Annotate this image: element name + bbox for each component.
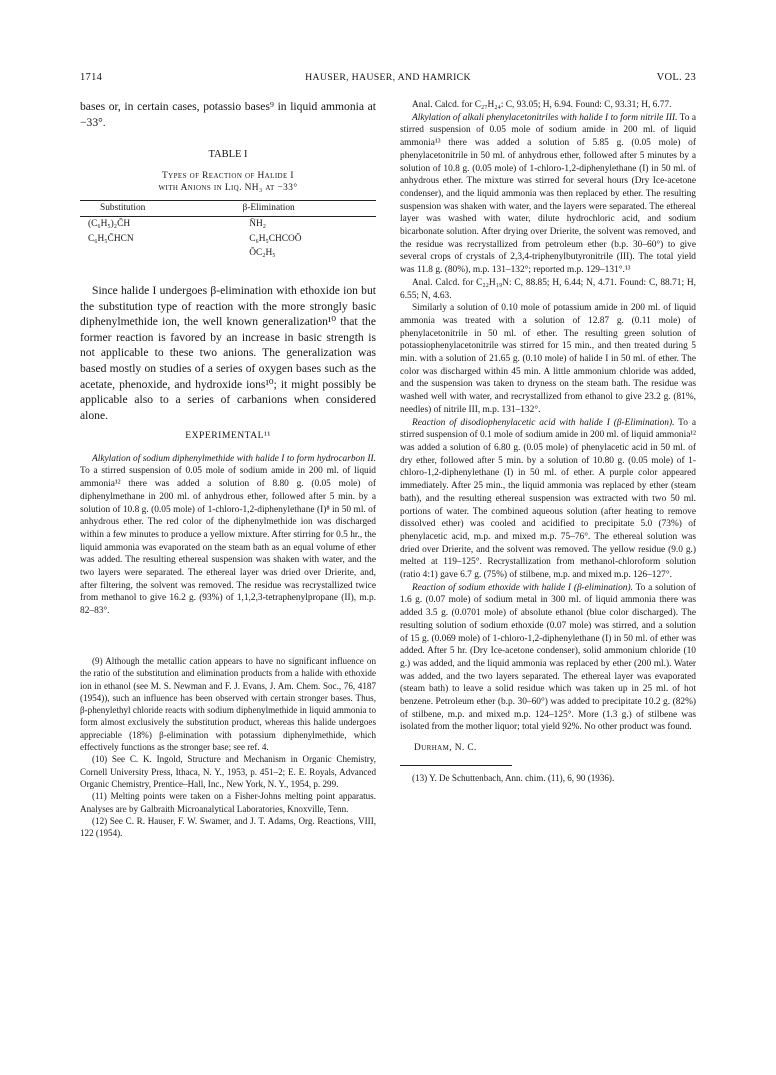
procedure-body: To a stirred suspension of 0.1 mole of sodium amide in 200 ml. of liquid ammonia¹² was added a solution of 6.80 g. (0.05 mole) of phenylacetic acid in 50 ml. of dry ether, followed after 5 min. by a solution of 10.80 g. (0.05 mole) of 1-chloro-1,2-diphenylethane (I) in 50 ml. of ether. A purple color appeared immediately. After 25 min., the liquid ammonia was replaced by ether (steam bath), and the resulting ethereal suspension was extracted with two 50 ml. portions of water. The combined aqueous solution (after heating to remove dissolved ether) was cooled and acidified to precipitate 5.0 (73%) of phenylacetic acid, m.p. and mixed m.p. 75–76°. The ethereal solution was dried over Drierite, and the solvent was removed. The yellow residue (9.0 g.) melted at 119–125°. Recrystallization from methanol-chloroform solution (ratio 4:1) gave 6.7 g. (75%) of stilbene, m.p. and mixed m.p. 126–127°. [400, 417, 696, 581]
procedure-body: To a stirred suspension of 0.05 mole of sodium amide in 200 ml. of liquid ammonia¹² there was added a solution of 8.80 g. (0.05 mole) of diphenylmethane in 200 ml. of anhydrous ether, followed after 5 min. by a solution of 10.8 g. (0.05 mole) of 1-chloro-1,2-diphenylethane (I)⁸ in 50 ml. of anhydrous ether. The red color of the diphenylmethide ion was discharged within a few minutes to produce a yellow mixture. After stirring for 0.5 hr., the liquid ammonia was evaporated on the steam bath as an equal volume of ether was added. The resulting ethereal suspension was shaken with water, and the two layers were separated. The ethereal layer was dried over Drierite, and, after filtering, the solvent was removed. The residue was recrystallized twice from methanol to give 16.2 g. (93%) of 1,1,2,3-tetraphenylpropane (II), m.p. 82–83°. [80, 466, 376, 617]
procedure-body: To a solution of 1.6 g. (0.07 mole) of sodium metal in 300 ml. of liquid ammonia there was added 3.5 g. (0.0701 mole) of absolute ethanol (blue color discharged). The resulting solution of sodium ethoxide (0.07 mole) was stirred, and a solution of 15 g. (0.069 mole) of 1-chloro-1,2-diphenylethane (I) in 50 ml. of ether was added. After 5 hr. (Dry Ice-acetone condenser), solid ammonium chloride (10 g.) was added, and the liquid ammonia was replaced by ether (200 ml.). Water was added, and the two layers separated. The ethereal layer was evaporated (steam bath) to leave a solid residue which was taken up in 25 ml. of hot benzene. Petroleum ether (b.p. 30–60°) was added to precipitate 10.2 g. (82%) of stilbene, m.p. and mixed m.p. 124–125°. More (1.3 g.) of stilbene was isolated from the mother liquor; total yield 92%. No other product was found. [400, 582, 696, 733]
intro-paragraph: bases or, in certain cases, potassio bases⁹ in liquid ammonia at −33°. [80, 100, 376, 129]
procedure-title: Reaction of disodiophenylacetic acid with halide I (β-Elimination). [412, 417, 675, 428]
experimental-section [80, 430, 376, 618]
page-number: 1714 [80, 72, 103, 83]
table-row [80, 246, 376, 261]
table-caption-1: Types of Reaction of Halide I [162, 170, 294, 181]
table-cell: ŌC₂H₅ [249, 248, 276, 259]
footnote-9: (9) Although the metallic cation appears to have no significant influence on the ratio of the substitution and elimination products from a halide with ethoxide ion in ethanol (see M. S. Newman and F. J. Evans, J. Am. Chem. Soc., 76, 4187 (1954)), such an influence has been observed with certain stronger bases. Thus, β-phenylethyl chloride reacts with sodium diphenylmethide in liquid ammonia to form almost exclusively the substitution product, whereas this halide undergoes appreciable (18%) β-elimination with potassium diphenylmethide, which effectively functions as the stronger base; see ref. 4. [80, 656, 376, 753]
table-cell: (C₆H₅)₂C̄H [88, 218, 131, 229]
col-header-substitution: Substitution [100, 203, 146, 214]
procedure-title: Alkylation of sodium diphenylmethide with halide I to form hydrocarbon II. [92, 453, 376, 464]
reaction-types-table [80, 201, 376, 216]
analysis-1: Anal. Calcd. for C₂₇H₂₄: C, 93.05; H, 6.94. Found: C, 93.31; H, 6.77. [412, 100, 672, 110]
footnote-10: (10) See C. K. Ingold, Structure and Mechanism in Organic Chemistry, Cornell University Press, Ithaca, N. Y., 1953, p. 451–2; E. E. Royals, Advanced Organic Chemistry, Prentice–Hall, Inc., New York, N. Y., 1954, p. 299. [80, 754, 376, 789]
reaction-types-body [80, 217, 376, 261]
procedure-title: Alkylation of alkali phenylacetonitriles with halide I to form nitrile III. [412, 112, 678, 123]
experimental-heading: EXPERIMENTAL¹¹ [185, 430, 271, 441]
table-i [80, 149, 376, 261]
affiliation-place: Durham, N. C. [414, 743, 477, 754]
table-cell [80, 246, 213, 261]
table-caption-2: with Anions in Liq. NH₃ at −33° [158, 183, 298, 194]
table-cell: C₆H₅CHCOŌ [249, 233, 302, 244]
footnote-13: (13) Y. De Schuttenbach, Ann. chim. (11), 6, 90 (1936). [412, 772, 615, 783]
procedure-body: To a stirred suspension of 0.05 mole of sodium amide in 200 ml. of liquid ammonia¹³ there was added a solution of 5.85 g. (0.05 mole) of phenylacetonitrile in 50 ml. of anhydrous ether, followed after 5 minutes by a solution of 10.8 g. (0.05 mole) of 1-chloro-1,2-diphenylethane (I) in 50 ml. of anhydrous ether. The mixture was stirred for several hours (Dry Ice-acetone condenser), and the liquid ammonia was then replaced by ether. The resulting suspension was shaken with water, and the layers were separated. The ethereal layer was washed with water, dilute hydrochloric acid, and sodium bicarbonate solution. After drying over Drierite, the solvent was removed, and the residue was recrystallized from petroleum ether (b.p. 30–60°) to give several crops of crystals of 2,3,4-triphenylbutyronitrile (III). The total yield was 11.8 g. (80%), m.p. 131–132°; reported m.p. 129–131°.¹³ [400, 112, 696, 276]
table-title: TABLE I [208, 149, 248, 160]
footnote-12: (12) See C. R. Hauser, F. W. Swamer, and J. T. Adams, Org. Reactions, VIII, 122 (1954). [80, 815, 376, 839]
table-cell: C₆H₅C̄HCN [88, 233, 134, 244]
right-column [400, 99, 696, 785]
table-cell: N̄H₂ [249, 218, 266, 229]
table-row [80, 217, 376, 232]
footnote-11: (11) Melting points were taken on a Fisher-Johns melting point apparatus. Analyses are by Galbraith Microanalytical Laboratories, Knoxville, Tenn. [80, 791, 376, 814]
analysis-2: Anal. Calcd. for C₂₂H₁₉N: C, 88.85; H, 6.44; N, 4.71. Found: C, 88.71; H, 6.55; N, 4.63. [400, 277, 696, 301]
running-title: HAUSER, HAUSER, AND HAMRICK [305, 72, 471, 83]
col-header-elimination: β-Elimination [242, 203, 295, 214]
table-row [80, 232, 376, 247]
footnotes-left [80, 655, 376, 839]
volume-label: VOL. 23 [656, 72, 696, 83]
procedure-variant: Similarly a solution of 0.10 mole of potassium amide in 200 ml. of liquid ammonia was treated with a solution of 12.87 g. (0.11 mole) of phenylacetonitrile in 50 ml. of ether. The resulting green solution of potassiophenylacetonitrile was stirred for 15 min., and then treated during 5 min. with a solution of 21.65 g. (0.10 mole) of halide I in 50 ml. of ether. The color was discharged within 45 min. A little ammonium chloride was added, and the suspension was taken to dryness on the steam bath. The residue was washed well with water, and recrystallized from ethanol to give 23.2 g. (81%, needles) of nitrile III, m.p. 131–132°. [400, 303, 696, 415]
discussion-paragraph: Since halide I undergoes β-elimination with ethoxide ion but the substitution type of reaction with the more strongly basic diphenylmethide ion, the well known generalization¹⁰ that the former reaction is favored by an increase in basic strength is not applicable to these two anions. The generalization was based mostly on studies of a series of oxygen bases such as the acetate, phenoxide, and hydroxide ions¹⁰; it might possibly be applicable also to a series of carbanions when considered alone. [80, 284, 376, 422]
procedure-title: Reaction of sodium ethoxide with halide I (β-elimination). [412, 582, 633, 593]
